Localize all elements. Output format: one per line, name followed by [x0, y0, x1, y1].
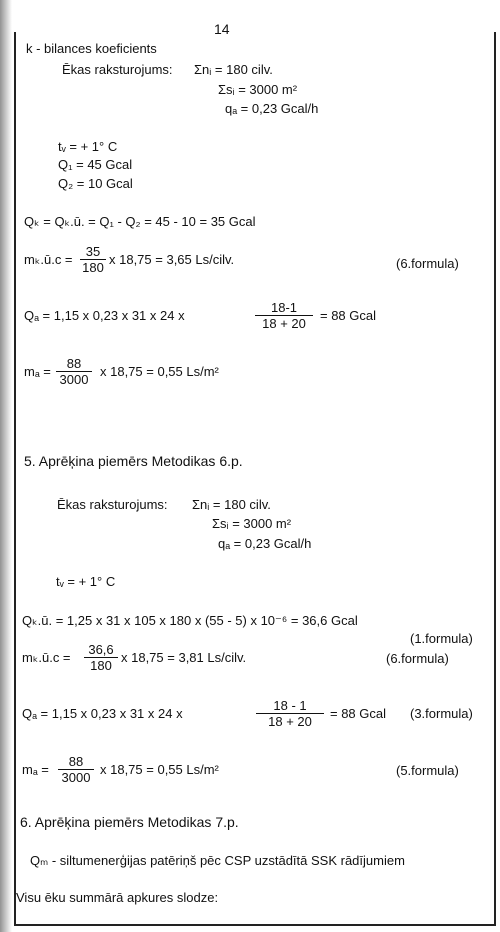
- section-5-heading: 5. Aprēķina piemērs Metodikas 6.p.: [24, 453, 243, 469]
- fraction-numerator: 36,6: [84, 643, 118, 658]
- ma-fraction: [58, 755, 94, 786]
- s-line: Σsᵢ = 3000 m²: [212, 516, 292, 531]
- fraction-denominator: 180: [82, 260, 104, 275]
- n-line: Σnᵢ = 180 cilv.: [192, 497, 271, 512]
- q-line: qₐ = 0,23 Gcal/h: [218, 536, 312, 551]
- m-kuc-fraction: [84, 643, 118, 674]
- m-kuc-result: x 18,75 = 3,81 Ls/cilv.: [121, 650, 247, 665]
- m-kuc-lhs: mₖ.ū.c =: [22, 650, 71, 665]
- qa-result: = 88 Gcal: [320, 308, 377, 323]
- m-kuc-lhs: mₖ.ū.c =: [24, 252, 73, 267]
- qa-fraction: [255, 301, 313, 332]
- qm-definition: Qₘ - siltumenerģijas patēriņš pēc CSP uzstādītā SSK rādījumiem: [30, 853, 405, 868]
- scan-shadow: [0, 0, 12, 932]
- qku-equation: Qₖ.ū. = 1,25 x 31 x 105 x 180 x (55 - 5) x 10⁻⁶ = 36,6 Gcal: [22, 613, 358, 628]
- ma-result: x 18,75 = 0,55 Ls/m²: [100, 364, 219, 379]
- q-line: qₐ = 0,23 Gcal/h: [225, 101, 319, 116]
- k-definition: k - bilances koeficients: [26, 41, 157, 56]
- fraction-numerator: 18-1: [255, 301, 313, 316]
- fraction-numerator: 35: [80, 245, 106, 260]
- formula-ref: (6.formula): [396, 256, 459, 271]
- ma-result: x 18,75 = 0,55 Ls/m²: [100, 762, 219, 777]
- q1-line: Q₁ = 45 Gcal: [58, 157, 133, 172]
- ma-lhs: mₐ =: [22, 762, 49, 777]
- page-number: 14: [214, 21, 230, 37]
- tv-line: tᵥ = + 1° C: [58, 139, 118, 154]
- fraction-numerator: 88: [58, 755, 94, 770]
- qa-lhs: Qₐ = 1,15 x 0,23 x 31 x 24 x: [24, 308, 185, 323]
- fraction-denominator: 3000: [59, 372, 89, 387]
- tv-line: tᵥ = + 1° C: [56, 574, 116, 589]
- section-6-heading: 6. Aprēķina piemērs Metodikas 7.p.: [20, 814, 239, 830]
- n-line: Σnᵢ = 180 cilv.: [194, 62, 273, 77]
- formula-ref: (6.formula): [386, 651, 449, 666]
- s-line: Σsᵢ = 3000 m²: [218, 82, 298, 97]
- fraction-denominator: 180: [90, 658, 112, 673]
- qa-result: = 88 Gcal: [330, 706, 387, 721]
- qk-equation: Qₖ = Qₖ.ū. = Q₁ - Q₂ = 45 - 10 = 35 Gcal: [24, 214, 256, 229]
- formula-ref: (1.formula): [410, 631, 473, 646]
- ekas-label: Ēkas raksturojums:: [62, 62, 173, 77]
- fraction-numerator: 18 - 1: [256, 699, 324, 714]
- fraction-denominator: 18 + 20: [262, 316, 306, 331]
- q2-line: Q₂ = 10 Gcal: [58, 176, 133, 191]
- m-kuc-fraction: [80, 245, 106, 276]
- formula-ref: (5.formula): [396, 763, 459, 778]
- ma-fraction: [56, 357, 92, 388]
- fraction-numerator: 88: [56, 357, 92, 372]
- qa-fraction: [256, 699, 324, 730]
- fraction-denominator: 18 + 20: [268, 714, 312, 729]
- ma-lhs: mₐ =: [24, 364, 51, 379]
- formula-ref: (3.formula): [410, 706, 473, 721]
- qa-lhs: Qₐ = 1,15 x 0,23 x 31 x 24 x: [22, 706, 183, 721]
- fraction-denominator: 3000: [61, 770, 91, 785]
- ekas-label: Ēkas raksturojums:: [57, 497, 168, 512]
- m-kuc-result: x 18,75 = 3,65 Ls/cilv.: [109, 252, 235, 267]
- total-load-line: Visu ēku summārā apkures slodze:: [16, 890, 219, 905]
